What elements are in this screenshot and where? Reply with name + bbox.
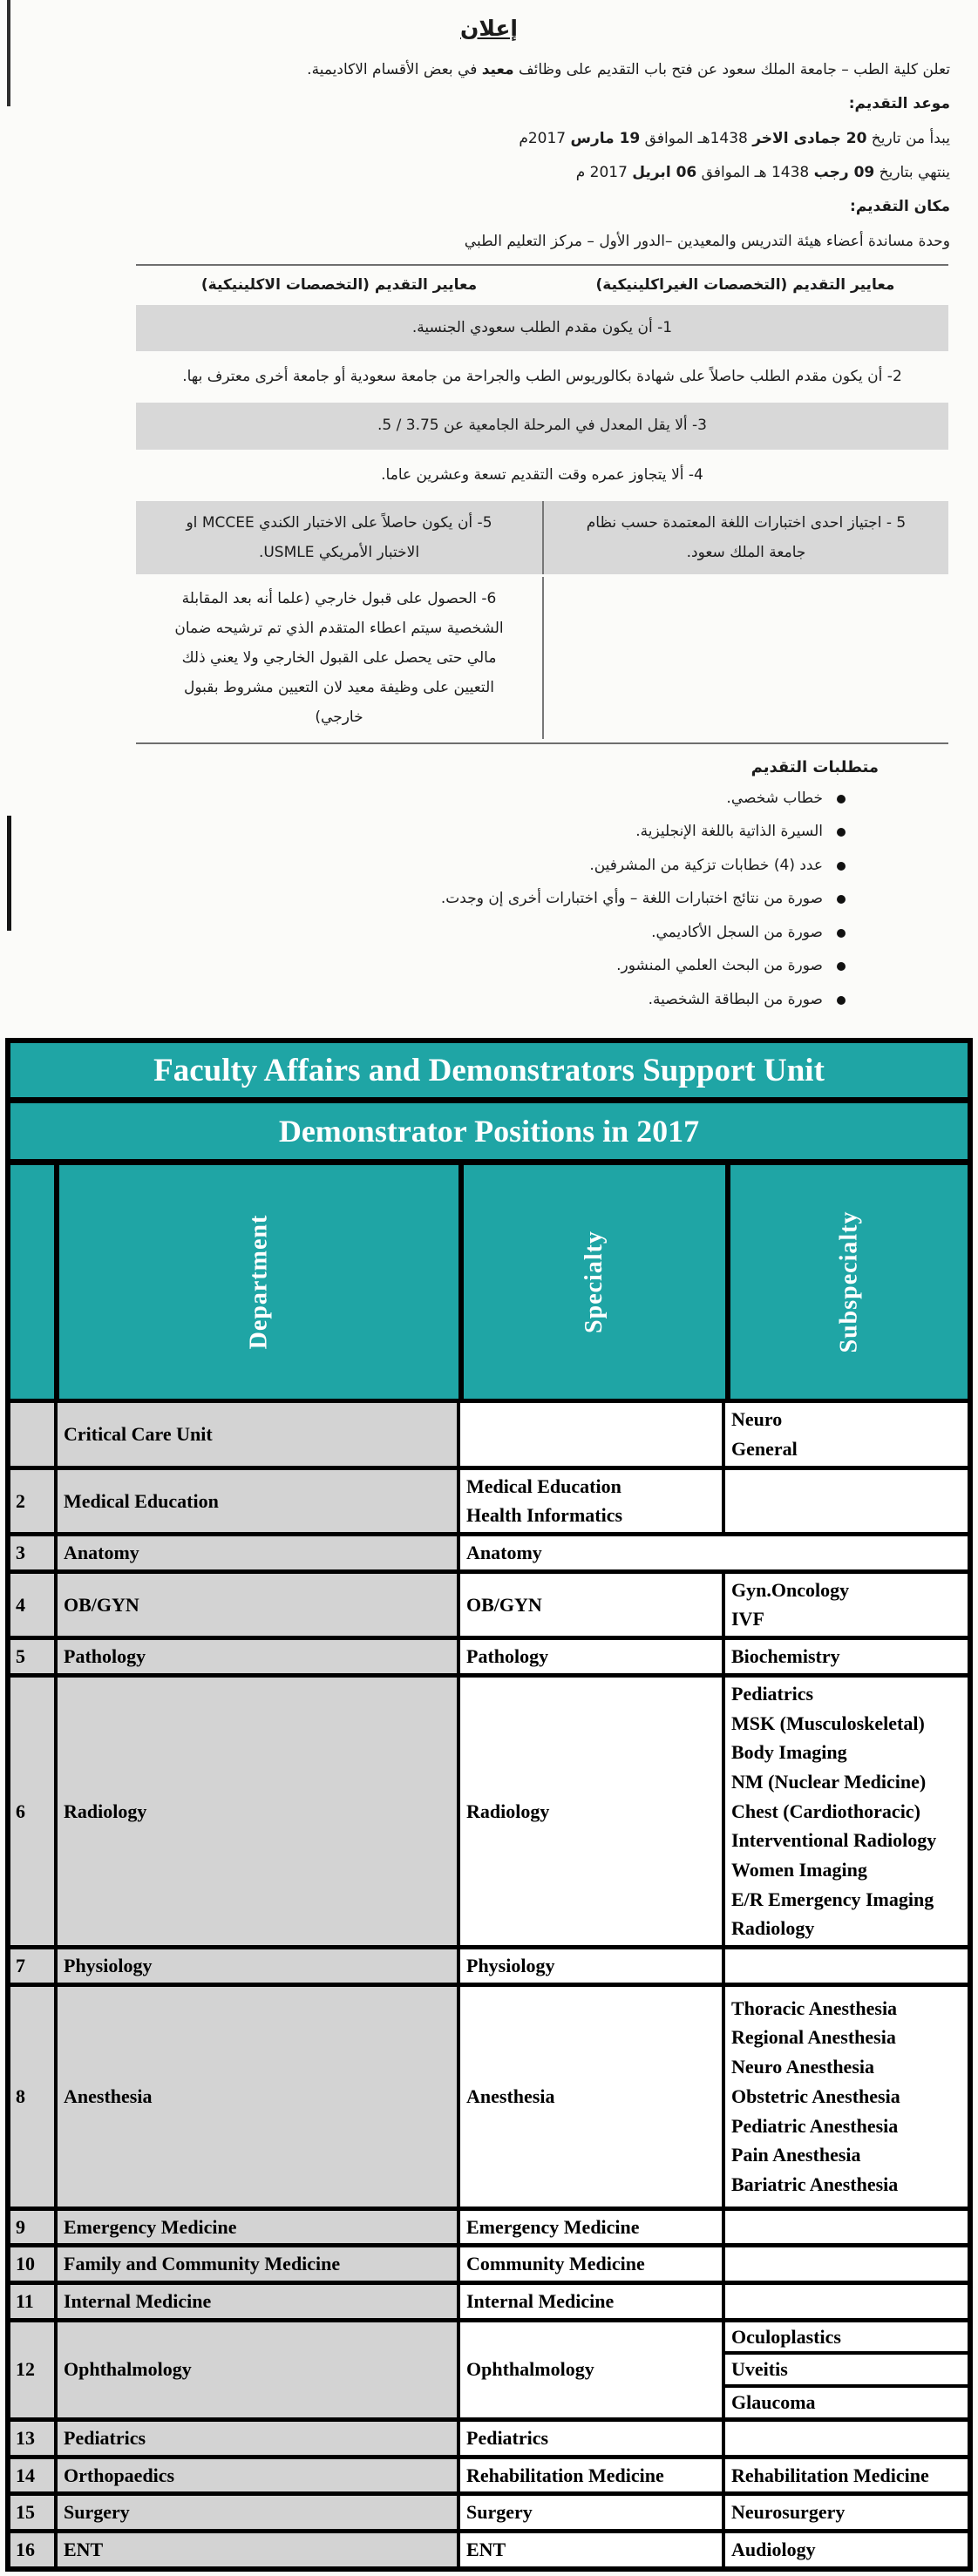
requirement-text: صورة من البحث العلمي المنشور. <box>616 957 823 975</box>
specialty-cell <box>460 2247 722 2281</box>
table-row <box>10 1987 968 2207</box>
cell-line: Obstetric Anesthesia <box>731 2085 900 2107</box>
table-row <box>10 1678 968 1945</box>
text-segment: 09 رجب <box>813 164 875 182</box>
divider <box>136 742 948 744</box>
department-cell: Emergency Medicine <box>58 2211 457 2244</box>
table-row <box>10 2247 968 2281</box>
schedule-heading: موعد التقديم: <box>848 95 950 113</box>
table-row <box>10 2533 968 2566</box>
specialty-cell <box>460 2211 722 2244</box>
requirement-text: السيرة الذاتية باللغة الإنجليزية. <box>635 823 823 841</box>
cell-line: OB/GYN <box>466 1593 542 1616</box>
subspecialty-cell <box>725 1987 968 2207</box>
cell-line: Biochemistry <box>731 1645 840 1668</box>
subspecialty-cell <box>725 2322 968 2417</box>
cell-line: Pediatric Anesthesia <box>731 2114 899 2137</box>
department-cell: Orthopaedics <box>58 2459 457 2492</box>
table-body <box>10 1403 968 2566</box>
divider <box>136 264 948 266</box>
row-number-cell <box>10 1403 54 1465</box>
department-cell: Surgery <box>58 2496 457 2529</box>
requirement-text: صورة من البطاقة الشخصية. <box>648 990 823 1008</box>
criterion-5-clinical: 5- أن يكون حاصلاً على الاختبار الكندي MCCEE او الاختبار الأمريكي USMLE. <box>136 501 542 574</box>
table-subtitle: Demonstrator Positions in 2017 <box>10 1103 968 1159</box>
specialty-cell <box>460 1987 722 2207</box>
subspecialty-cell <box>725 1949 968 1983</box>
cell-line: Rehabilitation Medicine <box>466 2464 664 2486</box>
specialty-cell <box>460 2496 722 2529</box>
table-row <box>10 1403 968 1465</box>
col-header-label: Department <box>245 1215 272 1350</box>
row-number-cell: 11 <box>10 2285 54 2318</box>
subspecialty-cell <box>725 2422 968 2455</box>
cell-line: Rehabilitation Medicine <box>731 2464 929 2486</box>
scan-artifact <box>7 0 10 106</box>
text-segment: 2017م <box>519 129 571 147</box>
table-row <box>10 2322 968 2417</box>
text-segment: معيد <box>481 61 514 78</box>
specialty-cell <box>460 1470 722 1532</box>
col-header-specialty <box>464 1165 725 1399</box>
specialty-cell <box>460 1536 968 1569</box>
cell-line: Audiology <box>731 2538 816 2560</box>
table-row <box>10 2496 968 2529</box>
subspecialty-cell <box>725 1678 968 1945</box>
row-number-cell: 8 <box>10 1987 54 2207</box>
department-cell: Radiology <box>58 1678 457 1945</box>
criterion-5-nonclinical: 5 - اجتياز احدى اختبارات اللغة المعتمدة حسب نظام جامعة الملك سعود. <box>542 501 948 574</box>
cell-line: Neuro <box>731 1408 783 1431</box>
criterion-6-clinical: 6- الحصول على قبول خارجي (علما أنه بعد المقابلة الشخصية سيتم اعطاء المتقدم الذي تم ترشيحه ضمان مالي حتى يحصل على القبول الخارجي ولا يعني ذلك التعيين على وظيفة معيد لان التعيين مشروط بقبول خارجي) <box>174 589 504 726</box>
bullet-icon <box>837 929 846 938</box>
subspecialty-cell <box>725 1470 968 1532</box>
cell-line: Pediatrics <box>466 2426 549 2449</box>
scan-artifact <box>7 816 11 931</box>
department-cell: Pathology <box>58 1640 457 1673</box>
table-row <box>10 2211 968 2244</box>
subspecialty-cell <box>725 2285 968 2318</box>
row-number-cell: 5 <box>10 1640 54 1673</box>
department-cell: Physiology <box>58 1949 457 1983</box>
positions-table <box>5 1038 973 2571</box>
announcement-intro <box>28 58 950 81</box>
bullet-icon <box>837 862 846 871</box>
col-header-subspecialty <box>730 1165 968 1399</box>
requirement-text: عدد (4) خطابات تزكية من المشرفين. <box>589 856 823 874</box>
subspecialty-subcell: Glaucoma <box>725 2384 968 2417</box>
text-segment: 06 ابريل <box>632 164 697 182</box>
cell-line: Emergency Medicine <box>466 2215 640 2238</box>
requirement-item <box>28 989 846 1012</box>
cell-line: Gyn.Oncology <box>731 1578 850 1601</box>
criterion-4: 4- ألا يتجاوز عمره وقت التقديم تسعة وعشرين عاما. <box>381 465 703 484</box>
cell-line: Internal Medicine <box>466 2290 615 2313</box>
criterion-1: 1- أن يكون مقدم الطلب سعودي الجنسية. <box>136 305 948 351</box>
specialty-cell <box>460 2422 722 2455</box>
table-title: Faculty Affairs and Demonstrators Support Unit <box>10 1043 968 1097</box>
row-number-cell: 6 <box>10 1678 54 1945</box>
criteria-header-clinical: معايير التقديم (التخصصات الاكلينيكية) <box>200 276 478 295</box>
row-number-cell: 3 <box>10 1536 54 1569</box>
cell-line: Ophthalmology <box>466 2358 594 2381</box>
specialty-cell <box>460 1403 722 1465</box>
subspecialty-cell <box>725 1403 968 1465</box>
subspecialty-cell <box>725 2533 968 2566</box>
bullet-icon <box>837 828 846 837</box>
requirement-item <box>28 788 846 810</box>
cell-line: Anatomy <box>466 1542 542 1564</box>
criterion-6-row <box>136 577 948 739</box>
cell-line: ENT <box>466 2538 506 2560</box>
requirements-list <box>28 788 950 1012</box>
department-cell: Ophthalmology <box>58 2322 457 2417</box>
row-number-cell: 2 <box>10 1470 54 1532</box>
subspecialty-subcell: Uveitis <box>725 2351 968 2384</box>
location-line: وحدة مساندة أعضاء هيئة التدريس والمعيدين –الدور الأول – مركز التعليم الطبي <box>464 232 950 250</box>
cell-line: Women Imaging <box>731 1858 867 1881</box>
cell-line: Neurosurgery <box>731 2501 846 2524</box>
department-cell: Medical Education <box>58 1470 457 1532</box>
cell-line: Thoracic Anesthesia <box>731 1996 898 2019</box>
bullet-icon <box>837 795 846 803</box>
criterion-3: 3- ألا يقل المعدل في المرحلة الجامعية عن 3.75 / 5. <box>136 403 948 449</box>
department-cell: Internal Medicine <box>58 2285 457 2318</box>
specialty-cell <box>460 2285 722 2318</box>
department-cell: Pediatrics <box>58 2422 457 2455</box>
text-segment: 2017 م <box>575 164 633 182</box>
bullet-icon <box>837 996 846 1005</box>
table-row <box>10 2285 968 2318</box>
requirement-item <box>28 922 846 945</box>
table-row <box>10 2459 968 2492</box>
criterion-6-nonclinical-empty <box>542 577 948 739</box>
text-segment: 1438هـ الموافق <box>640 129 753 147</box>
subspecialty-cell <box>725 2211 968 2244</box>
text-segment: تعلن كلية الطب – جامعة الملك سعود عن فتح باب التقديم على وظائف <box>513 61 950 78</box>
text-segment: 1438 هـ الموافق <box>696 164 814 182</box>
table-row <box>10 1470 968 1532</box>
criterion-2: 2- أن يكون مقدم الطلب حاصلاً على شهادة بكالوريوس الطب والجراحة من جامعة سعودية أو جامعة أخرى معترف بها. <box>182 368 902 386</box>
cell-line: Surgery <box>466 2501 533 2524</box>
bullet-icon <box>837 962 846 971</box>
department-cell: Family and Community Medicine <box>58 2247 457 2281</box>
col-header-label: Subspecialty <box>835 1210 862 1353</box>
table-row <box>10 1536 968 1569</box>
text-segment: يبدأ من تاريخ <box>866 129 950 147</box>
row-number-cell: 10 <box>10 2247 54 2281</box>
cell-line: Health Informatics <box>466 1504 623 1527</box>
announcement-document <box>0 0 978 1026</box>
criterion-5-row <box>136 501 948 574</box>
criteria-table <box>136 264 948 744</box>
cell-line: Physiology <box>466 1955 555 1976</box>
table-row <box>10 2422 968 2455</box>
row-number-cell: 9 <box>10 2211 54 2244</box>
col-header-number <box>10 1165 54 1399</box>
table-header-row <box>10 1165 968 1399</box>
cell-line: Pathology <box>466 1645 549 1668</box>
text-segment: 19 مارس <box>570 129 641 147</box>
subspecialty-cell <box>725 2247 968 2281</box>
table-row <box>10 1574 968 1636</box>
row-number-cell: 13 <box>10 2422 54 2455</box>
text-segment: في بعض الأقسام الاكاديمية. <box>307 61 482 78</box>
row-number-cell: 14 <box>10 2459 54 2492</box>
department-cell: Anatomy <box>58 1536 457 1569</box>
cell-line: Anesthesia <box>466 2085 555 2107</box>
bullet-icon <box>837 895 846 904</box>
subspecialty-cell <box>725 1574 968 1636</box>
row-number-cell: 15 <box>10 2496 54 2529</box>
end-date-line <box>28 161 950 184</box>
cell-line: Body Imaging <box>731 1741 847 1764</box>
cell-line: NM (Nuclear Medicine) <box>731 1770 927 1793</box>
subspecialty-cell <box>725 2459 968 2492</box>
row-number-cell: 12 <box>10 2322 54 2417</box>
cell-line: Regional Anesthesia <box>731 2026 896 2049</box>
specialty-cell <box>460 1678 722 1945</box>
specialty-cell <box>460 2459 722 2492</box>
cell-line: Chest (Cardiothoracic) <box>731 1800 920 1822</box>
criteria-header-nonclinical: معايير التقديم (التخصصات الغيراكلينيكية) <box>595 276 895 295</box>
row-number-cell: 7 <box>10 1949 54 1983</box>
cell-line: Radiology <box>731 1917 815 1940</box>
requirement-text: خطاب شخصي. <box>726 789 823 807</box>
requirement-text: صورة من نتائج اختبارات اللغة – وأي اختبارات أخرى إن وجدت. <box>440 890 823 908</box>
row-number-cell: 4 <box>10 1574 54 1636</box>
col-header-label: Specialty <box>580 1230 608 1334</box>
location-heading: مكان التقديم: <box>850 198 950 216</box>
specialty-cell <box>460 2322 722 2417</box>
cell-line: Radiology <box>466 1800 550 1822</box>
requirement-text: صورة من السجل الأكاديمي. <box>651 923 823 941</box>
requirement-item <box>28 955 846 978</box>
department-cell: ENT <box>58 2533 457 2566</box>
table-row <box>10 1640 968 1673</box>
cell-line: Medical Education <box>466 1474 621 1497</box>
cell-line: Community Medicine <box>466 2253 645 2275</box>
department-cell: OB/GYN <box>58 1574 457 1636</box>
cell-line: Pain Anesthesia <box>731 2144 861 2166</box>
cell-line: E/R Emergency Imaging <box>731 1888 934 1910</box>
subspecialty-cell <box>725 2496 968 2529</box>
text-segment: 20 جمادى الاخر <box>752 129 867 147</box>
cell-line: IVF <box>731 1608 764 1630</box>
specialty-cell <box>460 1949 722 1983</box>
cell-line: MSK (Musculoskeletal) <box>731 1712 925 1734</box>
department-cell: Anesthesia <box>58 1987 457 2207</box>
specialty-cell <box>460 1574 722 1636</box>
cell-line: General <box>731 1438 798 1460</box>
subspecialty-cell <box>725 1640 968 1673</box>
cell-line: Neuro Anesthesia <box>731 2056 874 2078</box>
cell-line: Interventional Radiology <box>731 1829 937 1852</box>
specialty-cell <box>460 1640 722 1673</box>
cell-line: Bariatric Anesthesia <box>731 2173 899 2195</box>
department-cell: Critical Care Unit <box>58 1403 457 1465</box>
start-date-line <box>28 127 950 150</box>
requirement-item <box>28 855 846 878</box>
cell-line: Pediatrics <box>731 1682 814 1705</box>
requirement-item <box>28 888 846 911</box>
specialty-cell <box>460 2533 722 2566</box>
criteria-header-row <box>136 269 948 302</box>
requirement-item <box>28 821 846 844</box>
text-segment: ينتهي بتاريخ <box>874 164 950 182</box>
table-row <box>10 1949 968 1983</box>
requirements-heading: متطلبات التقديم <box>750 757 879 776</box>
announcement-title: إعلان <box>460 16 518 41</box>
row-number-cell: 16 <box>10 2533 54 2566</box>
col-header-department <box>59 1165 458 1399</box>
subspecialty-subcell: Oculoplastics <box>731 2325 841 2348</box>
